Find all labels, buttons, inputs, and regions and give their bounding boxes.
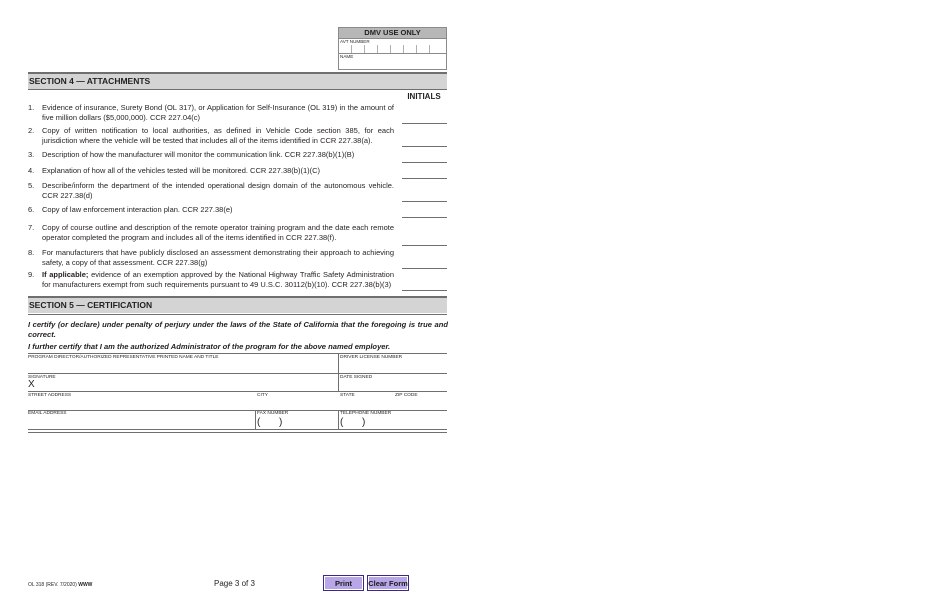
grid-line xyxy=(255,410,256,429)
grid-line xyxy=(338,353,339,391)
attachment-item-text: Copy of law enforcement interaction plan. CCR 227.38(e) xyxy=(42,205,233,214)
zip-code-input[interactable] xyxy=(395,399,447,409)
item-number: 7. xyxy=(28,223,35,232)
fax-number-label: FAX NUMBER xyxy=(257,411,289,416)
attachment-item-text-rest: evidence of an exemption approved by the National Highway Traffic Safety Administration for manufacturers exempt from such requirements pursuant to 49 U.S.C. 30112(b)(10). CCR 227.38(b)(3) xyxy=(42,270,395,289)
email-address-input[interactable] xyxy=(28,418,253,428)
section-4-header: SECTION 4 — ATTACHMENTS xyxy=(28,72,447,89)
dmv-use-only-title: DMV USE ONLY xyxy=(339,28,446,39)
initials-field-9[interactable] xyxy=(402,290,447,291)
telephone-number-input[interactable] xyxy=(345,418,446,428)
email-address-label: EMAIL ADDRESS xyxy=(28,411,67,416)
date-signed-input[interactable] xyxy=(340,381,446,391)
phone-area-open-paren: ( xyxy=(340,417,344,428)
item-number: 6. xyxy=(28,205,35,214)
attachment-item-text: Explanation of how all of the vehicles tested will be monitored. CCR 227.38(b)(1)(C) xyxy=(42,166,321,175)
initials-field-6[interactable] xyxy=(402,217,447,218)
attachment-item-text: Description of how the manufacturer will monitor the communication link. CCR 227.38(b)(1)(B) xyxy=(42,150,355,159)
state-label: STATE xyxy=(340,393,355,398)
grid-line xyxy=(28,373,447,374)
initials-field-4[interactable] xyxy=(402,178,447,179)
initials-field-3[interactable] xyxy=(402,162,447,163)
state-input[interactable] xyxy=(340,399,392,409)
fax-area-open-paren: ( xyxy=(257,417,261,428)
form-number xyxy=(28,582,92,588)
initials-field-8[interactable] xyxy=(402,268,447,269)
attachment-item-text: Copy of written notification to local authorities, as defined in Vehicle Code section 385, for each jurisdiction where the vehicle will be tested that includes all of the items identified in CCR 227.38(a). xyxy=(42,126,394,145)
section-divider xyxy=(28,314,447,315)
dmv-use-only-box xyxy=(338,27,447,70)
driver-license-input[interactable] xyxy=(340,362,446,373)
attachment-item-text: Evidence of insurance, Surety Bond (OL 317), or Application for Self-Insurance (OL 319) in the amount of five million dollars ($5,000,000). CCR 227.04(c) xyxy=(42,103,394,122)
date-signed-label: DATE SIGNED xyxy=(340,375,373,380)
item-number: 2. xyxy=(28,126,35,135)
street-address-input[interactable] xyxy=(28,399,253,409)
signature-field[interactable] xyxy=(38,380,336,391)
initials-field-1[interactable] xyxy=(402,123,447,124)
clear-form-button[interactable]: Clear Form xyxy=(367,575,409,591)
item-number: 5. xyxy=(28,181,35,190)
item-number: 3. xyxy=(28,150,35,159)
item-number: 4. xyxy=(28,166,35,175)
phone-area-close-paren: ) xyxy=(362,417,366,428)
signature-x-mark: X xyxy=(28,379,35,390)
telephone-number-label: TELEPHONE NUMBER xyxy=(340,411,392,416)
grid-line xyxy=(28,429,447,430)
section-divider xyxy=(28,89,447,90)
initials-field-5[interactable] xyxy=(402,201,447,202)
signature-label: SIGNATURE xyxy=(28,375,56,380)
grid-line xyxy=(28,353,447,354)
avt-number-label: AVT NUMBER xyxy=(340,39,370,44)
attachment-item-text: Describe/inform the department of the intended operational design domain of the autonomous vehicle. CCR 227.38(d) xyxy=(42,181,394,200)
grid-line xyxy=(28,432,447,433)
avt-number-field[interactable] xyxy=(339,45,446,54)
section-5-header: SECTION 5 — CERTIFICATION xyxy=(28,296,447,313)
item-number: 1. xyxy=(28,103,35,112)
item-number: 8. xyxy=(28,248,35,257)
fax-number-input[interactable] xyxy=(262,418,336,428)
page-number: Page 3 of 3 xyxy=(214,579,255,588)
print-button[interactable]: Print xyxy=(323,575,364,591)
city-input[interactable] xyxy=(257,399,337,409)
certification-statement: I certify (or declare) under penalty of perjury under the laws of the State of California that the foregoing is true and correct. xyxy=(28,320,448,339)
item-number: 9. xyxy=(28,270,35,279)
grid-line xyxy=(338,410,339,429)
form-number-text: OL 318 (REV. 7/2020) xyxy=(28,582,77,588)
initials-header: INITIALS xyxy=(407,92,441,101)
grid-line xyxy=(28,391,447,392)
name-label: NAME xyxy=(340,54,354,59)
attachment-item-text xyxy=(42,270,394,289)
initials-field-2[interactable] xyxy=(402,146,447,147)
director-name-input[interactable] xyxy=(28,362,336,373)
attachment-item-text: For manufacturers that have publicly disclosed an assessment demonstrating their approach to achieving safety, a copy of that assessment. CCR 227.38(g) xyxy=(42,248,394,267)
attachment-item-text: Copy of course outline and description of the remote operator training program and the date each remote operator completed the program and includes all of the items identified in CCR 227.38(f). xyxy=(42,223,394,242)
driver-license-label: DRIVER LICENSE NUMBER xyxy=(340,355,403,360)
if-applicable-prefix: If applicable; xyxy=(42,270,89,279)
initials-field-7[interactable] xyxy=(402,245,447,246)
fax-area-close-paren: ) xyxy=(279,417,283,428)
director-name-label: PROGRAM DIRECTOR/AUTHORIZED REPRESENTATIVE PRINTED NAME AND TITLE xyxy=(28,355,219,360)
street-address-label: STREET ADDRESS xyxy=(28,393,72,398)
city-label: CITY xyxy=(257,393,268,398)
zip-code-label: ZIP CODE xyxy=(395,393,418,398)
form-suffix: WWW xyxy=(78,582,93,588)
administrator-statement: I further certify that I am the authorized Administrator of the program for the above named employer. xyxy=(28,342,391,351)
